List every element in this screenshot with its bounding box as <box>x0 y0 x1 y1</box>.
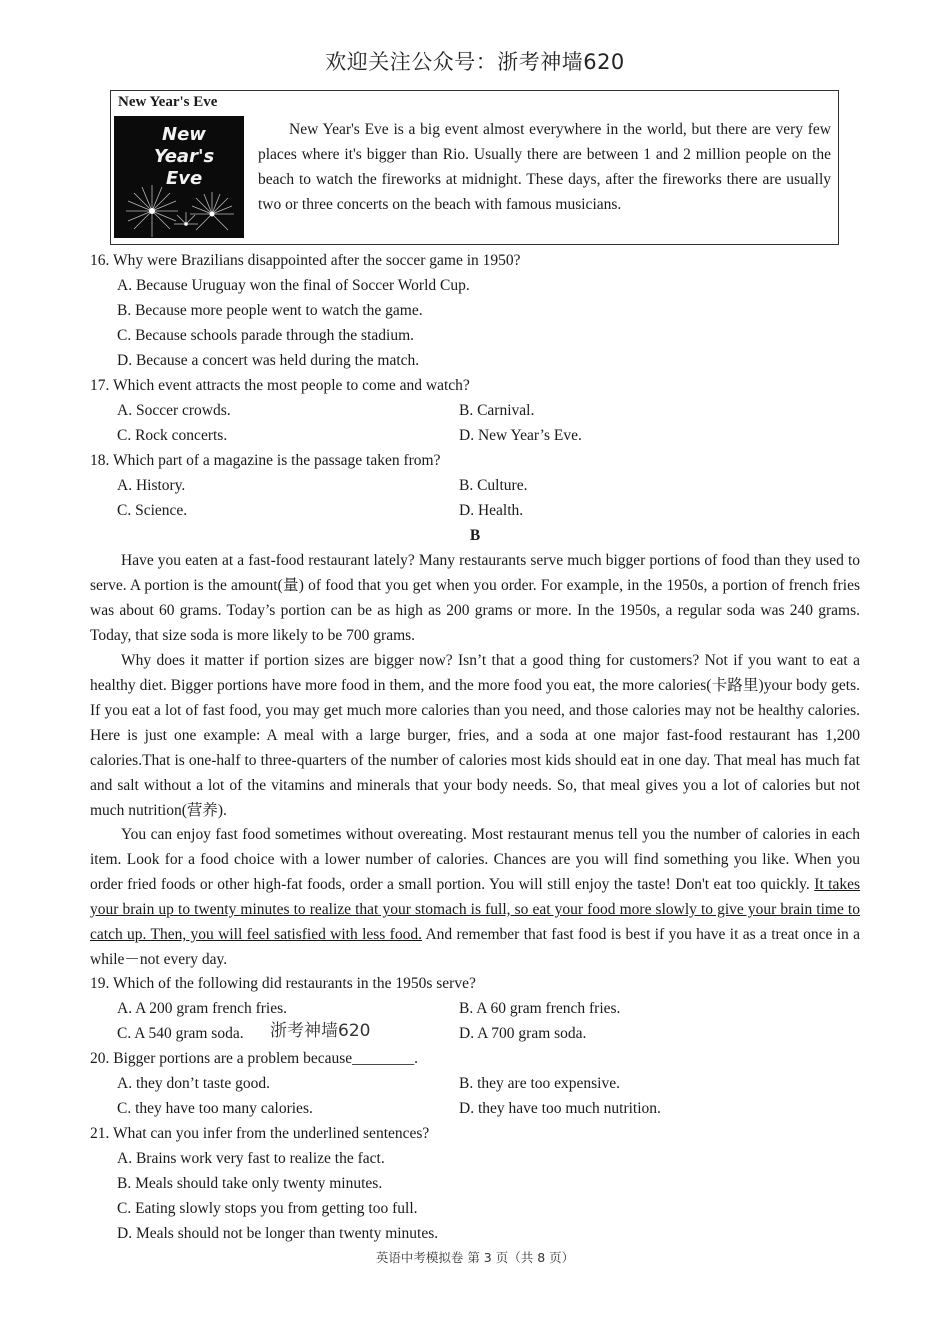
q18-option-d: D. Health. <box>459 502 524 519</box>
section-heading-b: B <box>469 527 481 544</box>
page-header: 欢迎关注公众号：浙考神墙620 <box>325 50 625 74</box>
underlined-sentences: It takes your brain up to twenty minutes to realize that your stomach is full, so eat your food more slowly to give your brain time to catch up. Then, you will feel satisfied with less food. <box>90 876 860 943</box>
paragraph-3-end: And remember that fast food is best if you have it as a treat once in a while－not every day. <box>90 926 860 968</box>
passage-b-paragraph-2: Why does it matter if portion sizes are bigger now? Isn’t that a good thing for customers? Not if you want to eat a healthy diet. Bigger portions have more food in them, and the more food you eat, the more calories(卡路里)your body gets. If you eat a lot of fast food, you may get much more calories than you need, and those calories may not be healthy calories. Here is just one example: A meal with a large burger, fries, and a soda at one major fast-food restaurant has 1,200 calories.That is one-half to three-quarters of the number of calories most kids should eat in one day. That meal has much fat and salt without a lot of the vitamins and minerals that your body needs. So, that meal gives you a lot of calories but not much nutrition(营养). <box>90 652 860 819</box>
q19-option-d: D. A 700 gram soda. <box>459 1025 587 1042</box>
fireworks-illustration <box>114 116 244 238</box>
q17-option-b: B. Carnival. <box>459 402 535 419</box>
q19-option-a: A. A 200 gram french fries. <box>117 1000 288 1017</box>
q17-option-d: D. New Year’s Eve. <box>459 427 582 444</box>
q16-option-b: B. Because more people went to watch the game. <box>117 302 423 319</box>
q18-option-a: A. History. <box>117 477 186 494</box>
question-18: 18. Which part of a magazine is the passage taken from? <box>90 452 441 469</box>
q18-option-c: C. Science. <box>117 502 188 519</box>
q18-option-b: B. Culture. <box>459 477 528 494</box>
question-19: 19. Which of the following did restaurants in the 1950s serve? <box>90 975 476 992</box>
q19-option-c: C. A 540 gram soda. <box>117 1025 244 1042</box>
fireworks-image <box>114 116 244 238</box>
page-footer: 英语中考模拟卷 第 3 页（共 8 页） <box>375 1250 575 1265</box>
q21-option-c: C. Eating slowly stops you from getting too full. <box>117 1200 418 1217</box>
passage-b-paragraph-3 <box>90 822 860 972</box>
q21-option-d: D. Meals should not be longer than twenty minutes. <box>117 1225 439 1242</box>
q16-option-d: D. Because a concert was held during the match. <box>117 352 420 369</box>
passage-b-paragraph-1: Have you eaten at a fast-food restaurant lately? Many restaurants serve much bigger portions of food than they used to serve. A portion is the amount(量) of food that you get when you order. For example, in the 1950s, a portion of french fries was about 60 grams. Today’s portion can be as high as 200 grams or more. In the 1950s, a regular soda was 240 grams. Today, that size soda is more likely to be 700 grams. <box>90 552 860 644</box>
q16-option-c: C. Because schools parade through the stadium. <box>117 327 415 344</box>
watermark-text: 浙考神墙620 <box>270 1021 371 1041</box>
info-box-title: New Year's Eve <box>118 94 218 110</box>
question-17: 17. Which event attracts the most people to come and watch? <box>90 377 470 394</box>
q21-option-b: B. Meals should take only twenty minutes. <box>117 1175 383 1192</box>
q20-option-d: D. they have too much nutrition. <box>459 1100 661 1117</box>
q20-option-a: A. they don’t taste good. <box>117 1075 270 1092</box>
q20-option-b: B. they are too expensive. <box>459 1075 620 1092</box>
q20-option-c: C. they have too many calories. <box>117 1100 313 1117</box>
question-16: 16. Why were Brazilians disappointed after the soccer game in 1950? <box>90 252 521 269</box>
q17-option-c: C. Rock concerts. <box>117 427 228 444</box>
question-21: 21. What can you infer from the underlined sentences? <box>90 1125 430 1142</box>
image-text-3: Eve <box>166 168 203 189</box>
q19-option-b: B. A 60 gram french fries. <box>459 1000 621 1017</box>
image-text-1: New <box>162 124 206 145</box>
paragraph-3-start: You can enjoy fast food sometimes without overeating. Most restaurant menus tell you the number of calories in each item. Look for a food choice with a lower number of calories. Chances are you will find something you like. When you order fried foods or other high-fat foods, order a small portion. You will still enjoy the taste! Don't eat too quickly. <box>90 826 860 893</box>
info-box-text: New Year's Eve is a big event almost everywhere in the world, but there are very few places where it's bigger than Rio. Usually there are between 1 and 2 million people on the beach to watch the fireworks at midnight. These days, after the fireworks there are usually two or three concerts on the beach with famous musicians. <box>258 121 831 213</box>
question-20: 20. Bigger portions are a problem because________. <box>90 1050 418 1067</box>
q21-option-a: A. Brains work very fast to realize the fact. <box>117 1150 385 1167</box>
image-text-2: Year's <box>154 146 215 167</box>
q17-option-a: A. Soccer crowds. <box>117 402 231 419</box>
q16-option-a: A. Because Uruguay won the final of Soccer World Cup. <box>117 277 470 294</box>
